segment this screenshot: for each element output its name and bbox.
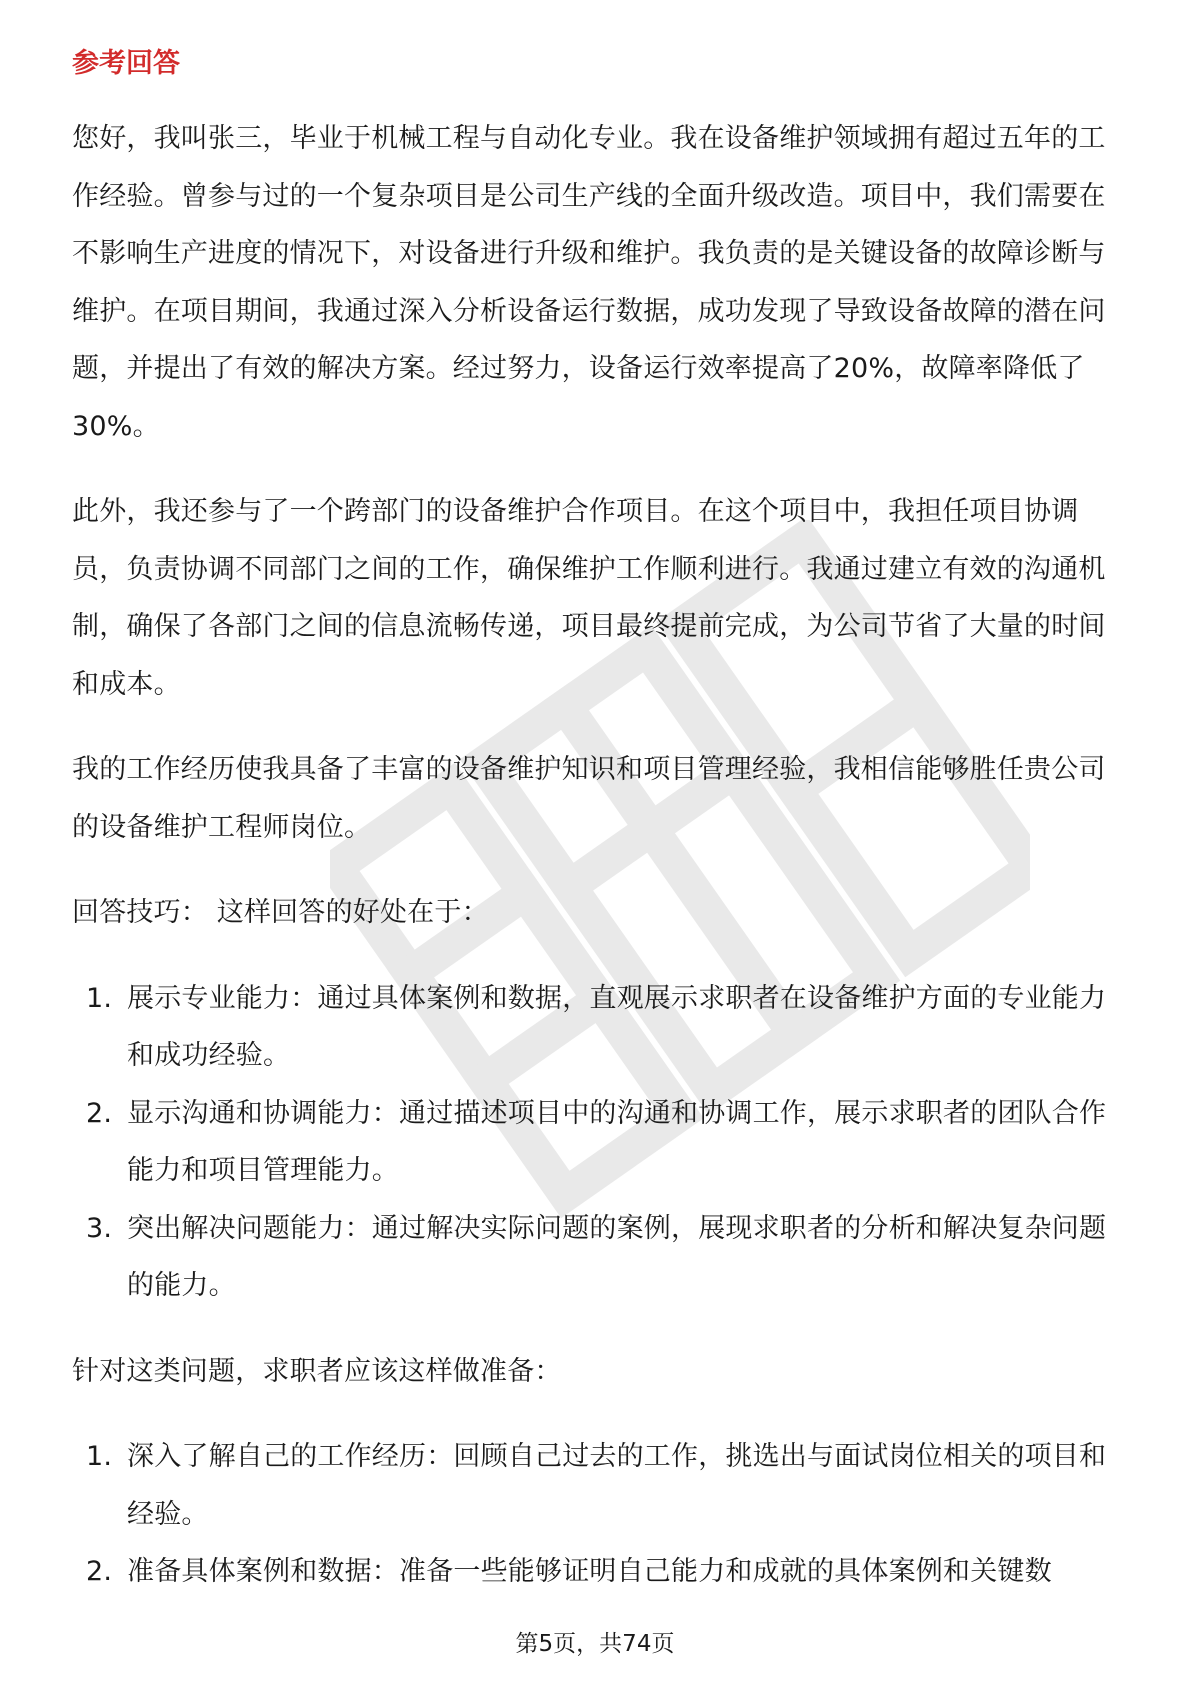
list-item (72, 1428, 1118, 1543)
list-item (72, 1085, 1118, 1200)
list-number: 2. (86, 1556, 113, 1587)
list-item (72, 1200, 1118, 1315)
tips-intro: 回答技巧： 这样回答的好处在于： (72, 897, 489, 928)
list-item (72, 970, 1118, 1085)
list-number: 3. (86, 1212, 113, 1244)
document-content (72, 44, 1118, 1629)
tips-list (72, 970, 1118, 1315)
list-text: 准备具体案例和数据：准备一些能够证明自己能力和成就的具体案例和关键数 (127, 1556, 1052, 1587)
list-item (72, 1543, 1118, 1601)
section-heading: 参考回答 (72, 48, 180, 79)
list-text: 展示专业能力：通过具体案例和数据，直观展示求职者在设备维护方面的专业能力和成功经验。 (127, 982, 1107, 1071)
prep-intro: 针对这类问题，求职者应该这样做准备： (72, 1355, 562, 1387)
list-text: 突出解决问题能力：通过解决实际问题的案例，展现求职者的分析和解决复杂问题的能力。 (127, 1212, 1107, 1301)
answer-paragraph-3: 我的工作经历使我具备了丰富的设备维护知识和项目管理经验，我相信能够胜任贵公司的设备维护工程师岗位。 (72, 754, 1106, 843)
list-text: 深入了解自己的工作经历：回顾自己过去的工作，挑选出与面试岗位相关的项目和经验。 (127, 1441, 1107, 1530)
list-text: 显示沟通和协调能力：通过描述项目中的沟通和协调工作，展示求职者的团队合作能力和项目管理能力。 (127, 1097, 1107, 1186)
prep-list (72, 1428, 1118, 1601)
list-number: 2. (86, 1097, 113, 1129)
list-number: 1. (86, 982, 113, 1014)
answer-paragraph-2: 此外，我还参与了一个跨部门的设备维护合作项目。在这个项目中，我担任项目协调员，负责协调不同部门之间的工作，确保维护工作顺利进行。我通过建立有效的沟通机制，确保了各部门之间的信息流畅传递，项目最终提前完成，为公司节省了大量的时间和成本。 (72, 496, 1106, 700)
answer-paragraph-1: 您好，我叫张三，毕业于机械工程与自动化专业。我在设备维护领域拥有超过五年的工作经验。曾参与过的一个复杂项目是公司生产线的全面升级改造。项目中，我们需要在不影响生产进度的情况下，对设备进行升级和维护。我负责的是关键设备的故障诊断与维护。在项目期间，我通过深入分析设备运行数据，成功发现了导致设备故障的潜在问题，并提出了有效的解决方案。经过努力，设备运行效率提高了20%，故障率降低了30%。 (72, 123, 1106, 442)
page-number: 第5页，共74页 (515, 1631, 675, 1657)
list-number: 1. (86, 1441, 113, 1472)
